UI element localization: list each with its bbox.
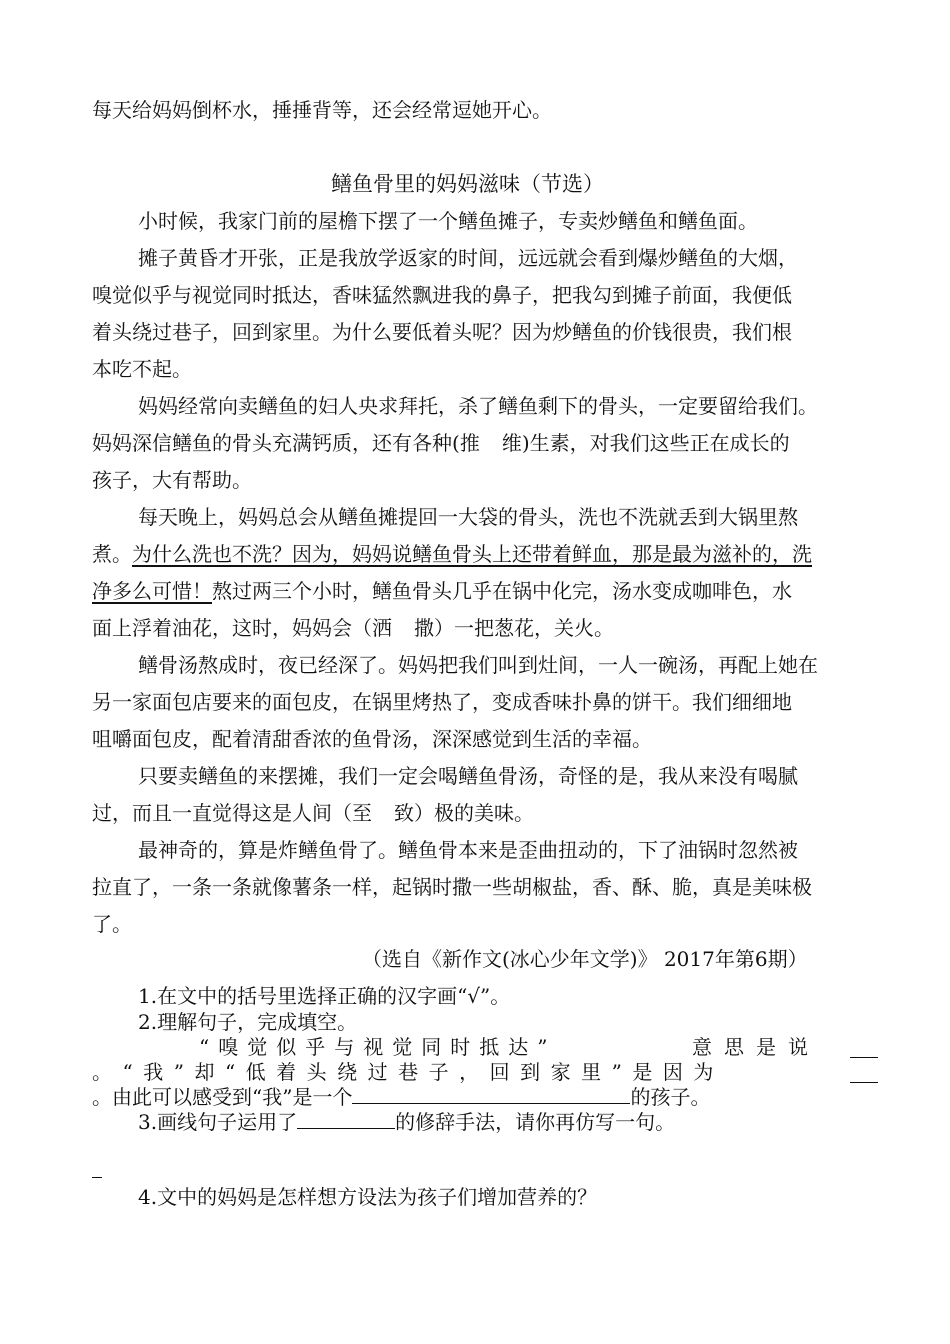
underlined-sentence: 为什么洗也不洗？因为，妈妈说鳝鱼骨头上还带着鲜血，那是最为滋补的，洗 xyxy=(132,542,812,566)
paragraph-2-line-2: 嗅觉似乎与视觉同时抵达，香味猛然飘进我的鼻子，把我勾到摊子前面，我便低 xyxy=(92,283,792,307)
paragraph-5-line-3: 咀嚼面包皮，配着清甜香浓的鱼骨汤，深深感觉到生活的幸福。 xyxy=(92,727,652,751)
text-run: 过，而且一直觉得这是人间（ xyxy=(92,801,352,825)
paragraph-4-line-2 xyxy=(92,540,812,568)
text-run: 。由此可以感受到“我”是一个 xyxy=(92,1085,353,1109)
quoted-sentence: “嗅觉似乎与视觉同时抵达” xyxy=(199,1035,557,1059)
text-run: ）一把葱花，关火。 xyxy=(434,616,614,640)
choice-option[interactable]: 维 xyxy=(501,431,522,455)
paragraph-6-line-2 xyxy=(92,799,534,827)
text-run: 意思是说 xyxy=(692,1035,820,1059)
previous-answer-line: 每天给妈妈倒杯水，捶捶背等，还会经常逗她开心。 xyxy=(92,98,552,122)
choice-option[interactable]: 至 xyxy=(352,801,372,825)
paragraph-7-line-2: 拉直了，一条一条就像薯条一样，起锅时撒一些胡椒盐，香、酥、脆，真是美味极 xyxy=(92,875,812,899)
question-1: 1.在文中的括号里选择正确的汉字画“√”。 xyxy=(138,984,511,1008)
answer-blank[interactable] xyxy=(352,1083,630,1104)
paragraph-6-line-1: 只要卖鳝鱼的来摆摊，我们一定会喝鳝鱼骨汤，奇怪的是，我从来没有喝腻 xyxy=(138,764,798,788)
paragraph-2-line-3: 着头绕过巷子，回到家里。为什么要低着头呢？因为炒鳝鱼的价钱很贵，我们根 xyxy=(92,320,792,344)
text-run: 面上浮着油花，这时，妈妈会（ xyxy=(92,616,372,640)
paragraph-4-line-4 xyxy=(92,614,614,642)
text-run: 煮。 xyxy=(92,542,132,566)
paragraph-7-line-3: 了。 xyxy=(92,912,132,936)
answer-blank[interactable] xyxy=(850,1062,878,1083)
text-run: 摊子黄昏才开张，正是我放学返家的时间，远远就会看到爆炒鳝鱼的大烟， xyxy=(138,246,798,270)
text-run: 的修辞手法，请你再仿写一句。 xyxy=(395,1110,676,1134)
choice-option[interactable]: 推 xyxy=(459,431,480,455)
text-run: )生素，对我们这些正在成长的 xyxy=(521,431,790,455)
question-2-line-3 xyxy=(92,1083,710,1111)
answer-blank[interactable] xyxy=(850,1037,878,1058)
answer-blank[interactable] xyxy=(297,1108,395,1129)
question-3 xyxy=(138,1108,675,1136)
article-source: （选自《新作文(冰心少年文学)》 2017年第6期） xyxy=(362,947,808,971)
choice-option[interactable]: 致 xyxy=(394,801,414,825)
underlined-sentence: 净多么可惜！ xyxy=(92,579,212,603)
choice-option[interactable]: 洒 xyxy=(372,616,392,640)
paragraph-5-line-2: 另一家面包店要来的面包皮，在锅里烤热了，变成香味扑鼻的饼干。我们细细地 xyxy=(92,690,792,714)
question-2: 2.理解句子，完成填空。 xyxy=(138,1010,358,1034)
paragraph-2-line-4: 本吃不起。 xyxy=(92,357,192,381)
question-4: 4.文中的妈妈是怎样想方设法为孩子们增加营养的？ xyxy=(138,1185,598,1209)
choice-option[interactable]: 撒 xyxy=(414,616,434,640)
text-run: 熬过两三个小时，鳝鱼骨头几乎在锅中化完，汤水变成咖啡色，水 xyxy=(212,579,792,603)
paragraph-2-line-1 xyxy=(138,244,860,272)
text-run: ）极的美味。 xyxy=(414,801,534,825)
text-run: 3.画线句子运用了 xyxy=(138,1110,298,1134)
answer-line-stub[interactable] xyxy=(92,1177,102,1178)
paragraph-7-line-1: 最神奇的，算是炸鳝鱼骨了。鳝鱼骨本来是歪曲扭动的，下了油锅时忽然被 xyxy=(138,838,798,862)
paragraph-5-line-1: 鳝骨汤熬成时，夜已经深了。妈妈把我们叫到灶间，一人一碗汤，再配上她在 xyxy=(138,653,818,677)
text-run: 的孩子。 xyxy=(630,1085,711,1109)
article-title: 鳝鱼骨里的妈妈滋味（节选） xyxy=(331,172,604,196)
paragraph-3-line-2 xyxy=(92,429,790,457)
text-run: 妈妈深信鳝鱼的骨头充满钙质，还有各种( xyxy=(92,431,460,455)
paragraph-4-line-3 xyxy=(92,577,792,605)
paragraph-1: 小时候，我家门前的屋檐下摆了一个鳝鱼摊子，专卖炒鳝鱼和鳝鱼面。 xyxy=(138,209,758,233)
text-run: 。“我”却“低着头绕过巷子，回到家里”是因为 xyxy=(92,1060,724,1084)
paragraph-4-line-1: 每天晚上，妈妈总会从鳝鱼摊提回一大袋的骨头，洗也不洗就丢到大锅里熬 xyxy=(138,505,798,529)
paragraph-3-line-3: 孩子，大有帮助。 xyxy=(92,468,252,492)
paragraph-3-line-1: 妈妈经常向卖鳝鱼的妇人央求拜托，杀了鳝鱼剩下的骨头，一定要留给我们。 xyxy=(138,394,818,418)
